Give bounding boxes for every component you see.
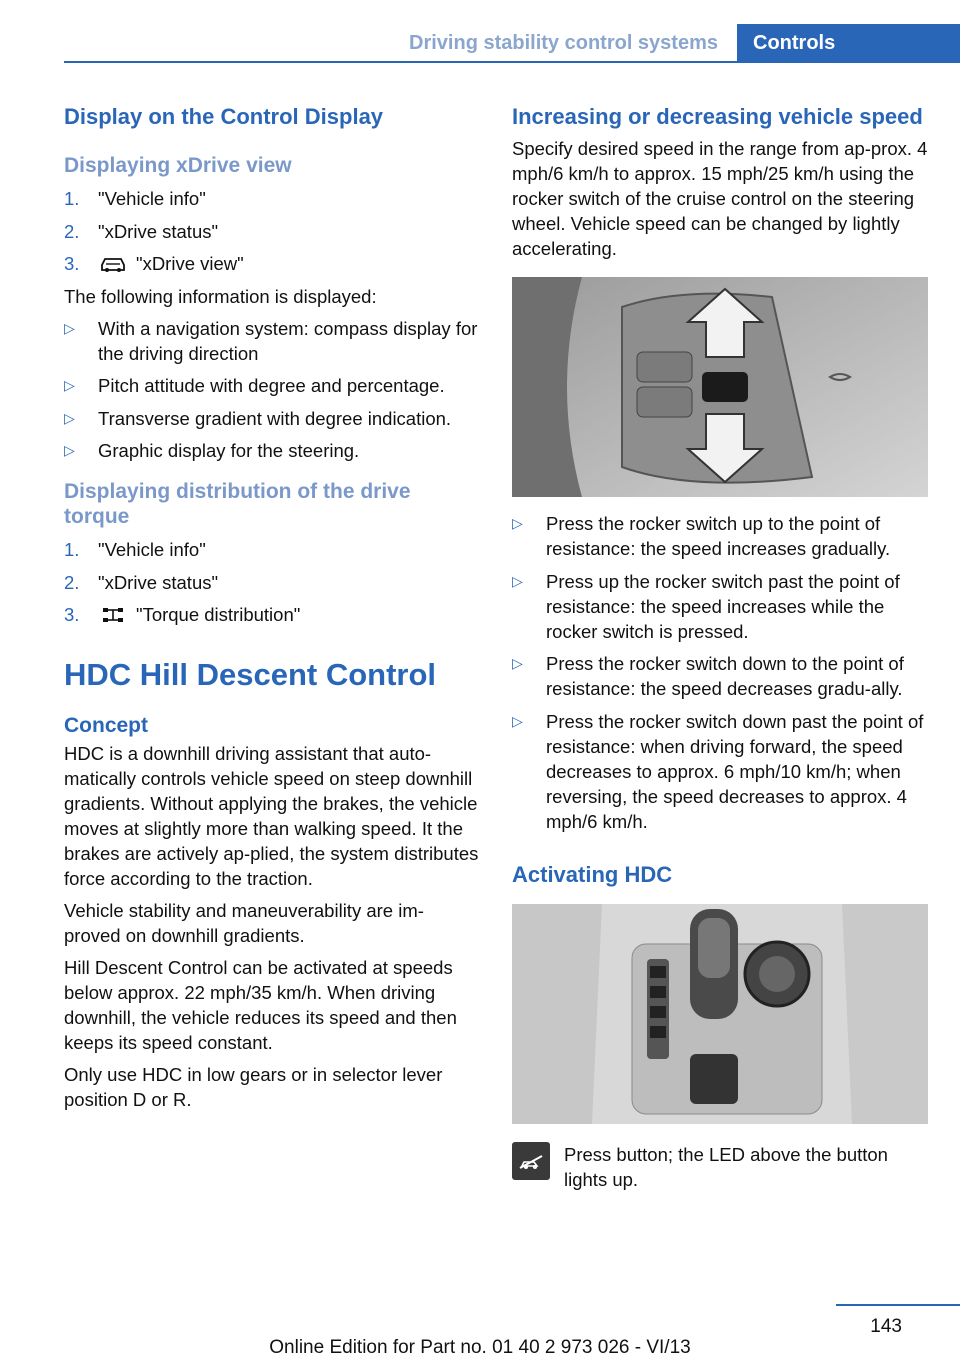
list-item: ▷ Press the rocker switch up to the point of resistance: the speed increases gradually.	[512, 513, 891, 559]
list-item: ▷ Press up the rocker switch past the point of resistance: the speed increases while the rocker switch is pressed.	[512, 570, 900, 642]
list-item: 2. "xDrive status"	[64, 220, 219, 242]
right-column	[512, 100, 928, 1192]
paragraph-stability: Vehicle stability and maneuverability are im‐proved on downhill gradients.	[64, 900, 424, 946]
torque-steps	[64, 537, 480, 627]
torque-distribution-icon	[98, 606, 128, 624]
page-number: 143	[870, 1316, 902, 1337]
running-header-chapter: Controls	[737, 24, 960, 62]
hdc-button-icon	[512, 1142, 550, 1180]
left-column	[64, 100, 480, 1112]
running-header-section: Driving stability control systems	[409, 32, 718, 54]
paragraph-speed: Specify desired speed in the range from ap‐prox. 4 mph/6 km/h to approx. 15 mph/25 km/h using the rocker switch of the cruise control on the steering wheel. Vehicle speed can be changed by lightly accelerating.	[512, 138, 928, 259]
heading-concept: Concept	[64, 714, 148, 737]
list-item: ▷ Press the rocker switch down past the point of resistance: when driving forward, the speed decreases to approx. 6 mph/10 km/h; when reversing, the speed decreases to approx. 4 mph/6 km/h.	[512, 710, 924, 832]
car-view-icon	[98, 255, 128, 273]
list-item: ▷ Pitch attitude with degree and percentage.	[64, 375, 445, 396]
paragraph-activating: Press button; the LED above the button lights up.	[564, 1143, 888, 1190]
list-item: ▷ Press the rocker switch down to the point of resistance: the speed decreases gradu‐ally.	[512, 653, 904, 699]
heading-display: Display on the Control Display	[64, 104, 384, 129]
list-item: 2. "xDrive status"	[64, 571, 219, 593]
paragraph-concept: HDC is a downhill driving assistant that auto‐matically controls vehicle speed on steep downhill gradients. Without applying the brakes, the vehicle moves at slightly more than walking speed. It the brakes are actively ap‐plied, the system distributes force according to the traction.	[64, 743, 479, 889]
list-item: 3. "xDrive view"	[64, 253, 244, 274]
header-rule	[64, 61, 960, 63]
footer-rule	[836, 1304, 960, 1306]
heading-activating-hdc: Activating HDC	[512, 861, 673, 887]
center-console-image	[512, 904, 928, 1124]
heading-hdc: HDC Hill Descent Control	[64, 657, 437, 692]
speed-bullets	[512, 511, 928, 834]
list-item: 1. "Vehicle info"	[64, 539, 206, 560]
heading-xdrive-view: Displaying xDrive view	[64, 154, 292, 177]
xdrive-view-steps	[64, 186, 480, 276]
info-bullets	[64, 316, 480, 464]
list-item: 1. "Vehicle info"	[64, 188, 206, 209]
list-item: ▷ Graphic display for the steering.	[64, 440, 360, 461]
info-intro: The following information is displayed:	[64, 285, 377, 307]
hdc-instruction	[512, 1142, 928, 1192]
paragraph-gears: Only use HDC in low gears or in selector lever position D or R.	[64, 1064, 443, 1110]
paragraph-activation-speed: Hill Descent Control can be activated at speeds below approx. 22 mph/35 km/h. When driving downhill, the vehicle reduces its speed and then keeps its speed constant.	[64, 957, 457, 1053]
steering-wheel-rocker-switch-image	[512, 277, 928, 497]
edition-footer: Online Edition for Part no. 01 40 2 973 026 - VI/13	[269, 1337, 691, 1358]
heading-speed: Increasing or decreasing vehicle speed	[512, 104, 923, 129]
list-item: 3. "Torque distribution"	[64, 604, 301, 625]
list-item: ▷ With a navigation system: compass display for the driving direction	[64, 317, 478, 364]
heading-torque: Displaying distribution of the drive torque	[64, 480, 411, 528]
list-item: ▷ Transverse gradient with degree indication.	[64, 407, 452, 429]
